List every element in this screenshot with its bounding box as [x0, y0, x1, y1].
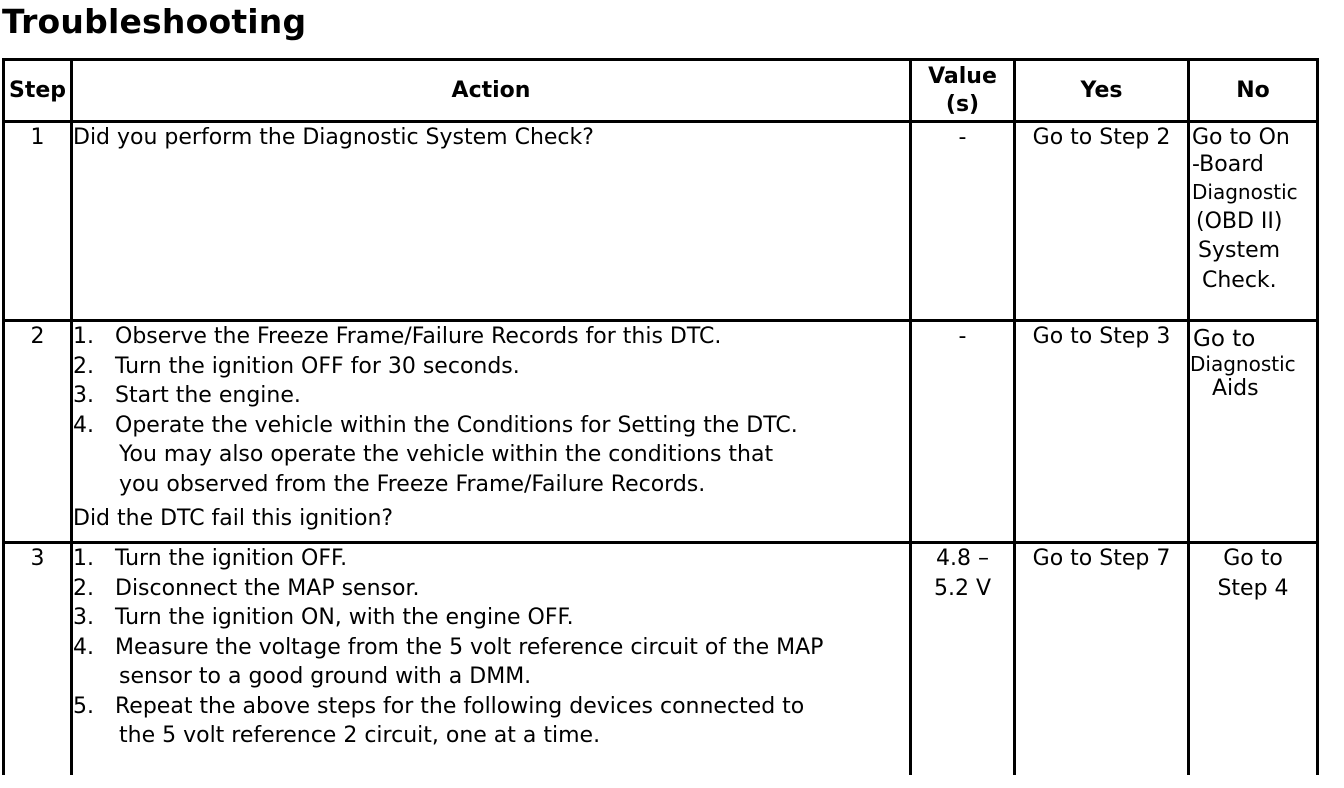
no-line: Go to — [1193, 326, 1256, 352]
item-number: 3. — [73, 605, 94, 630]
item-number: 3. — [73, 383, 94, 408]
list-item — [73, 692, 909, 751]
table-row — [4, 321, 1318, 543]
header-value — [911, 60, 1015, 122]
item-number: 5. — [73, 693, 94, 719]
table-row — [4, 122, 1318, 321]
action-cell — [72, 543, 911, 775]
list-item — [73, 411, 909, 500]
no-line: (OBD II) — [1196, 208, 1283, 234]
no-line: System — [1198, 238, 1281, 263]
list-item — [73, 352, 909, 382]
item-text: Repeat the above steps for the following devices connected to — [115, 693, 805, 719]
action-question: Did the DTC fail this ignition? — [73, 506, 394, 531]
header-action: Action — [72, 60, 911, 122]
list-item — [73, 603, 909, 633]
item-text: Turn the ignition OFF. — [115, 546, 348, 571]
item-text: Turn the ignition OFF for 30 seconds. — [115, 353, 520, 379]
no-cell — [1189, 543, 1318, 775]
header-no: No — [1189, 60, 1318, 122]
step-number: 2 — [4, 321, 72, 543]
action-cell — [72, 321, 911, 543]
page-title: Troubleshooting — [2, 2, 307, 41]
header-step: Step — [4, 60, 72, 122]
action-list — [73, 544, 909, 751]
value-cell: - — [911, 321, 1015, 543]
item-number: 4. — [73, 634, 94, 660]
step-number: 3 — [4, 543, 72, 775]
step-number: 1 — [4, 122, 72, 321]
no-line: -Board — [1192, 151, 1264, 177]
no-line: Step 4 — [1217, 575, 1289, 601]
value-line: 5.2 V — [933, 575, 992, 601]
no-cell — [1189, 122, 1318, 321]
item-number: 2. — [73, 575, 94, 601]
item-number: 4. — [73, 412, 94, 438]
item-text: Measure the voltage from the 5 volt reference circuit of the MAP — [115, 634, 824, 660]
item-continuation: sensor to a good ground with a DMM. — [119, 664, 532, 689]
list-item — [73, 322, 909, 352]
item-text: Observe the Freeze Frame/Failure Records for this DTC. — [115, 324, 722, 349]
value-cell: - — [911, 122, 1015, 321]
header-yes: Yes — [1015, 60, 1189, 122]
troubleshooting-table — [2, 58, 1319, 775]
no-line: Diagnostic — [1190, 352, 1296, 376]
no-line: Check. — [1202, 267, 1277, 293]
yes-cell: Go to Step 2 — [1015, 122, 1189, 321]
list-item — [73, 544, 909, 574]
no-line: Go to On — [1192, 125, 1290, 150]
list-item — [73, 381, 909, 411]
value-cell — [911, 543, 1015, 775]
list-item — [73, 574, 909, 604]
no-cell — [1189, 321, 1318, 543]
table-row — [4, 543, 1318, 775]
item-text: Operate the vehicle within the Conditions for Setting the DTC. — [115, 412, 798, 438]
header-value-line1: Value — [928, 63, 997, 89]
action-list — [73, 322, 909, 499]
no-line: Diagnostic — [1192, 179, 1298, 204]
action-cell — [72, 122, 911, 321]
item-number: 1. — [73, 546, 94, 571]
action-text: Did you perform the Diagnostic System Check? — [73, 125, 594, 150]
item-text: Disconnect the MAP sensor. — [115, 575, 420, 601]
header-value-line2: (s) — [945, 91, 980, 117]
item-text: Start the engine. — [115, 383, 301, 408]
item-text: Turn the ignition ON, with the engine OFF. — [115, 605, 574, 630]
item-number: 2. — [73, 353, 94, 379]
item-number: 1. — [73, 324, 94, 349]
no-line: Go to — [1223, 546, 1283, 571]
yes-cell: Go to Step 7 — [1015, 543, 1189, 775]
item-continuation: You may also operate the vehicle within the conditions that you observed from the Freeze Frame/Failure Records. — [119, 442, 774, 497]
list-item — [73, 633, 909, 692]
value-line: 4.8 – — [936, 546, 989, 571]
yes-cell: Go to Step 3 — [1015, 321, 1189, 543]
item-continuation: the 5 volt reference 2 circuit, one at a time. — [119, 723, 601, 748]
header-row — [4, 60, 1318, 122]
no-line: Aids — [1212, 376, 1259, 401]
